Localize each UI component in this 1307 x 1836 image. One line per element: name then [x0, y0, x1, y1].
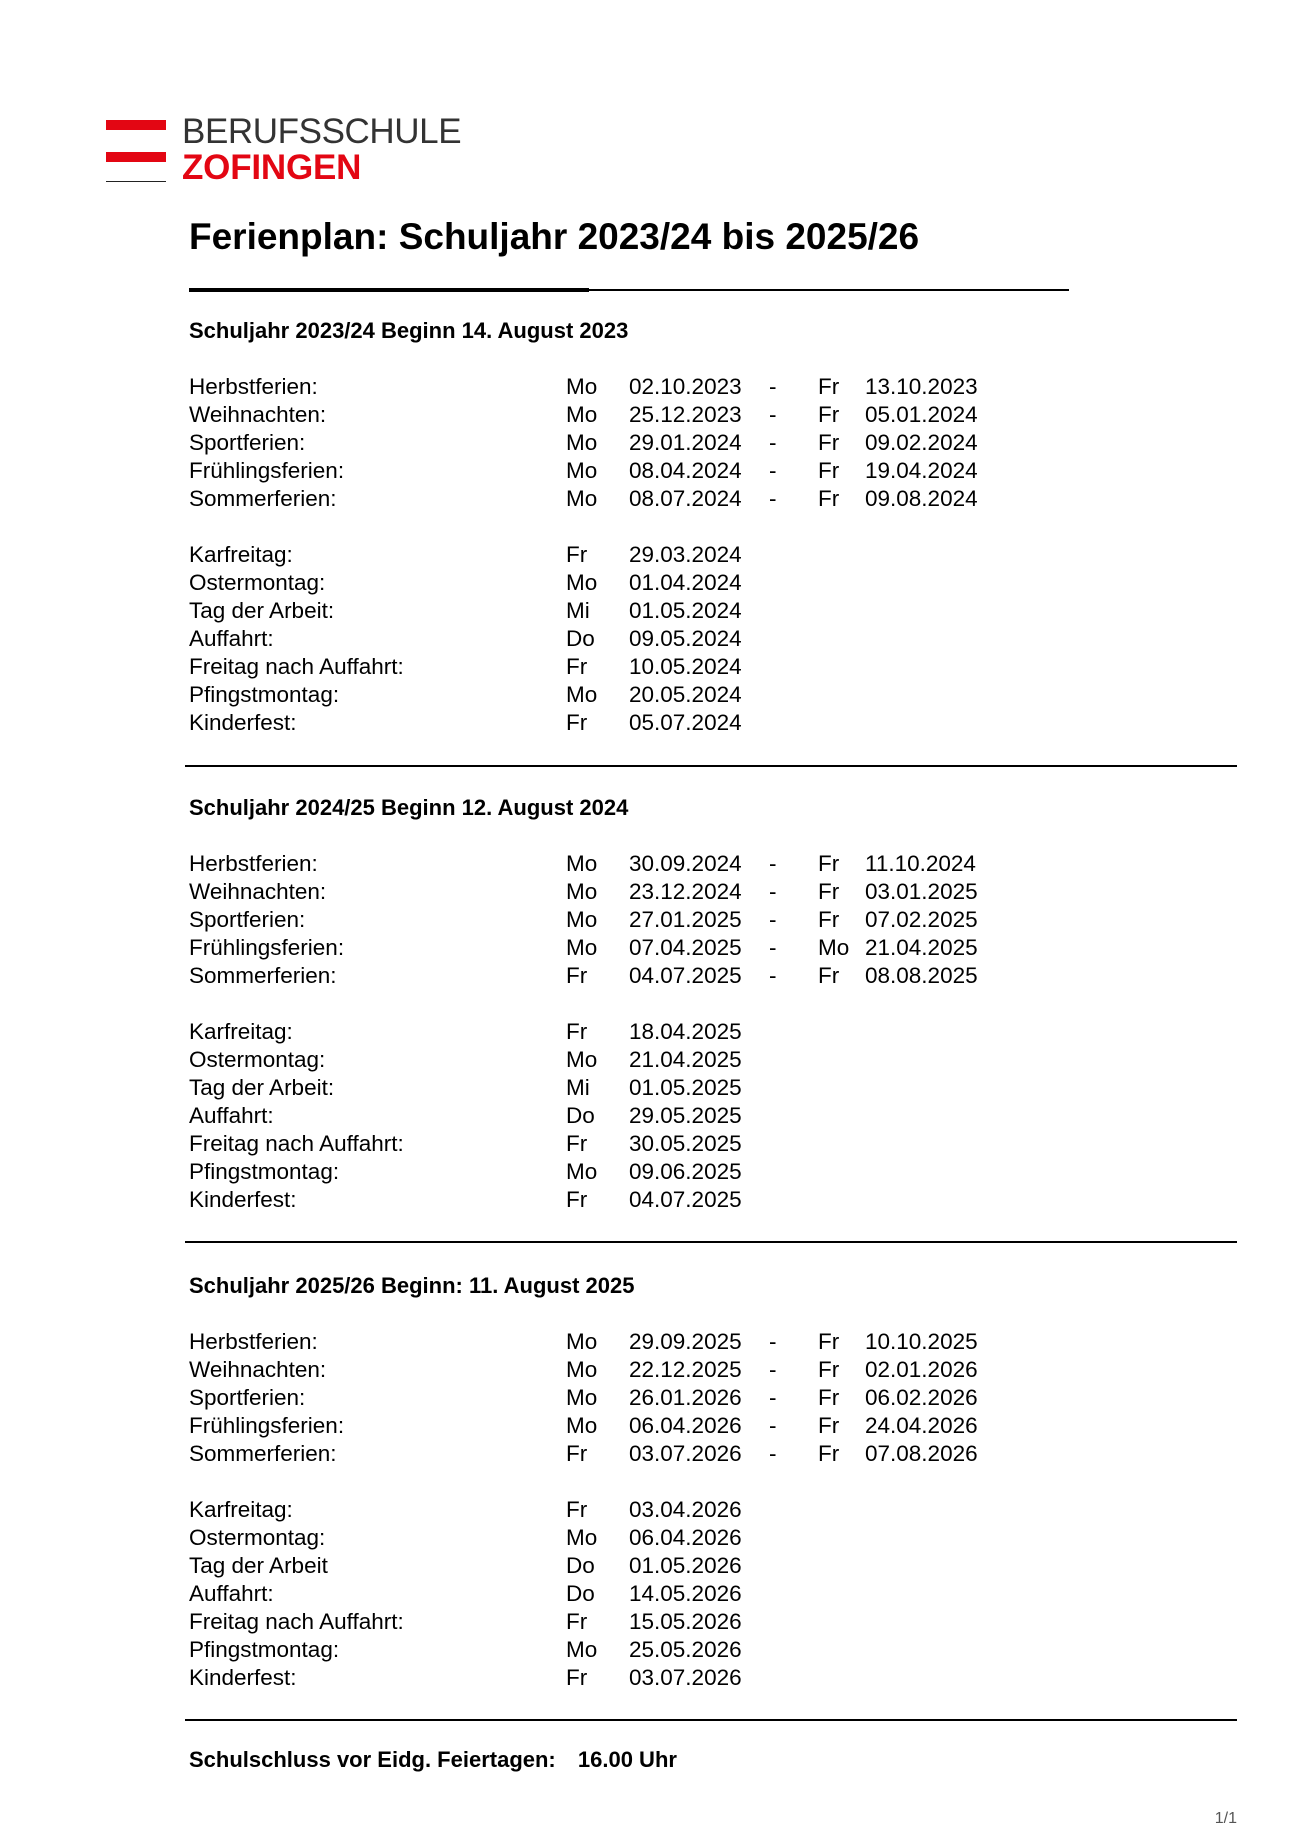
end-weekday: Fr — [818, 1329, 840, 1354]
holiday-label: Frühlingsferien: — [189, 458, 345, 483]
school-end-note — [189, 1747, 677, 1773]
date: 06.04.2026 — [629, 1525, 742, 1550]
date-range-separator: - — [769, 458, 777, 483]
date: 01.04.2024 — [629, 570, 742, 595]
end-date: 02.01.2026 — [865, 1357, 978, 1382]
date: 14.05.2026 — [629, 1581, 742, 1606]
start-weekday: Mo — [566, 430, 598, 455]
date: 20.05.2024 — [629, 682, 742, 707]
end-weekday: Mo — [818, 935, 850, 960]
weekday: Mo — [566, 682, 598, 707]
end-date: 09.08.2024 — [865, 486, 978, 511]
end-weekday: Fr — [818, 486, 840, 511]
weekday: Do — [566, 1103, 595, 1128]
start-date: 29.01.2024 — [629, 430, 742, 455]
date: 01.05.2026 — [629, 1553, 742, 1578]
logo-bar-middle — [106, 152, 166, 162]
start-weekday: Fr — [566, 963, 588, 988]
end-date: 06.02.2026 — [865, 1385, 978, 1410]
holiday-label: Frühlingsferien: — [189, 1413, 345, 1438]
year-heading: Schuljahr 2024/25 Beginn 12. August 2024 — [189, 795, 629, 820]
holiday-label: Ostermontag: — [189, 1525, 326, 1550]
end-date: 24.04.2026 — [865, 1413, 978, 1438]
date-range-separator: - — [769, 486, 777, 511]
school-end-label: Schulschluss vor Eidg. Feiertagen: — [189, 1747, 556, 1772]
date: 03.04.2026 — [629, 1497, 742, 1522]
section-divider — [185, 1719, 1237, 1721]
start-date: 08.04.2024 — [629, 458, 742, 483]
date-range-separator: - — [769, 430, 777, 455]
holiday-label: Sommerferien: — [189, 486, 337, 511]
date: 04.07.2025 — [629, 1187, 742, 1212]
end-date: 05.01.2024 — [865, 402, 978, 427]
end-weekday: Fr — [818, 907, 840, 932]
end-date: 09.02.2024 — [865, 430, 978, 455]
date-range-separator: - — [769, 1385, 777, 1410]
holiday-label: Tag der Arbeit — [189, 1553, 328, 1578]
start-weekday: Mo — [566, 851, 598, 876]
date: 15.05.2026 — [629, 1609, 742, 1634]
end-weekday: Fr — [818, 402, 840, 427]
logo-text-line1: BERUFSSCHULE — [182, 112, 462, 151]
weekday: Mo — [566, 1159, 598, 1184]
holiday-label: Karfreitag: — [189, 1497, 293, 1522]
holiday-label: Sportferien: — [189, 430, 306, 455]
end-weekday: Fr — [818, 879, 840, 904]
weekday: Fr — [566, 1665, 588, 1690]
date: 29.03.2024 — [629, 542, 742, 567]
date-range-separator: - — [769, 1329, 777, 1354]
date: 21.04.2025 — [629, 1047, 742, 1072]
date: 29.05.2025 — [629, 1103, 742, 1128]
holiday-label: Kinderfest: — [189, 1187, 297, 1212]
end-weekday: Fr — [818, 430, 840, 455]
end-date: 07.08.2026 — [865, 1441, 978, 1466]
title-underline — [189, 289, 1069, 291]
logo-text-line2: ZOFINGEN — [182, 148, 362, 187]
logo-bar-top — [106, 120, 166, 130]
date: 09.06.2025 — [629, 1159, 742, 1184]
end-weekday: Fr — [818, 1413, 840, 1438]
date-range-separator: - — [769, 935, 777, 960]
start-date: 26.01.2026 — [629, 1385, 742, 1410]
weekday: Fr — [566, 710, 588, 735]
start-weekday: Mo — [566, 879, 598, 904]
end-date: 03.01.2025 — [865, 879, 978, 904]
holiday-label: Kinderfest: — [189, 1665, 297, 1690]
start-date: 30.09.2024 — [629, 851, 742, 876]
weekday: Do — [566, 626, 595, 651]
year-heading: Schuljahr 2023/24 Beginn 14. August 2023 — [189, 318, 629, 343]
weekday: Mo — [566, 1525, 598, 1550]
end-date: 21.04.2025 — [865, 935, 978, 960]
section-divider — [185, 765, 1237, 767]
end-weekday: Fr — [818, 1441, 840, 1466]
logo-line — [106, 181, 166, 182]
end-weekday: Fr — [818, 1385, 840, 1410]
start-weekday: Mo — [566, 1357, 598, 1382]
page-number: 1/1 — [1214, 1810, 1237, 1827]
holiday-label: Pfingstmontag: — [189, 682, 340, 707]
weekday: Mi — [566, 598, 590, 623]
date: 09.05.2024 — [629, 626, 742, 651]
date: 30.05.2025 — [629, 1131, 742, 1156]
school-end-value: 16.00 Uhr — [577, 1747, 677, 1772]
holiday-label: Herbstferien: — [189, 374, 318, 399]
end-weekday: Fr — [818, 963, 840, 988]
start-date: 25.12.2023 — [629, 402, 742, 427]
start-weekday: Mo — [566, 374, 598, 399]
weekday: Fr — [566, 1609, 588, 1634]
date: 25.05.2026 — [629, 1637, 742, 1662]
holiday-label: Pfingstmontag: — [189, 1159, 340, 1184]
holiday-label: Auffahrt: — [189, 626, 274, 651]
date-range-separator: - — [769, 907, 777, 932]
date: 05.07.2024 — [629, 710, 742, 735]
weekday: Fr — [566, 654, 588, 679]
weekday: Mi — [566, 1075, 590, 1100]
date: 18.04.2025 — [629, 1019, 742, 1044]
holiday-label: Frühlingsferien: — [189, 935, 345, 960]
holiday-label: Pfingstmontag: — [189, 1637, 340, 1662]
holiday-label: Freitag nach Auffahrt: — [189, 1609, 404, 1634]
date-range-separator: - — [769, 879, 777, 904]
holiday-label: Sportferien: — [189, 907, 306, 932]
holiday-label: Sommerferien: — [189, 963, 337, 988]
holiday-label: Sportferien: — [189, 1385, 306, 1410]
end-weekday: Fr — [818, 374, 840, 399]
holiday-label: Sommerferien: — [189, 1441, 337, 1466]
start-date: 23.12.2024 — [629, 879, 742, 904]
holiday-label: Auffahrt: — [189, 1581, 274, 1606]
start-weekday: Mo — [566, 486, 598, 511]
weekday: Do — [566, 1553, 595, 1578]
start-date: 08.07.2024 — [629, 486, 742, 511]
section-divider — [185, 1241, 1237, 1243]
date: 01.05.2024 — [629, 598, 742, 623]
weekday: Do — [566, 1581, 595, 1606]
end-date: 13.10.2023 — [865, 374, 978, 399]
start-weekday: Mo — [566, 458, 598, 483]
holiday-label: Weihnachten: — [189, 402, 327, 427]
weekday: Mo — [566, 570, 598, 595]
end-date: 19.04.2024 — [865, 458, 978, 483]
holiday-label: Ostermontag: — [189, 570, 326, 595]
start-date: 27.01.2025 — [629, 907, 742, 932]
start-date: 03.07.2026 — [629, 1441, 742, 1466]
end-weekday: Fr — [818, 458, 840, 483]
date: 01.05.2025 — [629, 1075, 742, 1100]
end-weekday: Fr — [818, 851, 840, 876]
end-weekday: Fr — [818, 1357, 840, 1382]
holiday-label: Herbstferien: — [189, 851, 318, 876]
start-date: 04.07.2025 — [629, 963, 742, 988]
page-title: Ferienplan: Schuljahr 2023/24 bis 2025/26 — [189, 216, 920, 257]
weekday: Fr — [566, 1497, 588, 1522]
holiday-label: Freitag nach Auffahrt: — [189, 654, 404, 679]
weekday: Fr — [566, 542, 588, 567]
holiday-label: Ostermontag: — [189, 1047, 326, 1072]
date: 03.07.2026 — [629, 1665, 742, 1690]
holiday-label: Freitag nach Auffahrt: — [189, 1131, 404, 1156]
date-range-separator: - — [769, 402, 777, 427]
start-weekday: Mo — [566, 1329, 598, 1354]
weekday: Mo — [566, 1637, 598, 1662]
date-range-separator: - — [769, 851, 777, 876]
start-date: 29.09.2025 — [629, 1329, 742, 1354]
start-date: 07.04.2025 — [629, 935, 742, 960]
holiday-label: Karfreitag: — [189, 1019, 293, 1044]
date-range-separator: - — [769, 1413, 777, 1438]
end-date: 10.10.2025 — [865, 1329, 978, 1354]
date-range-separator: - — [769, 374, 777, 399]
holiday-label: Auffahrt: — [189, 1103, 274, 1128]
year-heading: Schuljahr 2025/26 Beginn: 11. August 2025 — [189, 1273, 635, 1298]
holiday-label: Weihnachten: — [189, 1357, 327, 1382]
end-date: 11.10.2024 — [865, 851, 976, 876]
start-weekday: Mo — [566, 402, 598, 427]
holiday-label: Weihnachten: — [189, 879, 327, 904]
weekday: Fr — [566, 1131, 588, 1156]
start-date: 22.12.2025 — [629, 1357, 742, 1382]
start-date: 06.04.2026 — [629, 1413, 742, 1438]
holiday-label: Herbstferien: — [189, 1329, 318, 1354]
date: 10.05.2024 — [629, 654, 742, 679]
school-logo — [106, 112, 466, 188]
holiday-label: Tag der Arbeit: — [189, 1075, 335, 1100]
start-weekday: Fr — [566, 1441, 588, 1466]
start-weekday: Mo — [566, 907, 598, 932]
start-weekday: Mo — [566, 935, 598, 960]
holiday-label: Karfreitag: — [189, 542, 293, 567]
date-range-separator: - — [769, 963, 777, 988]
start-weekday: Mo — [566, 1413, 598, 1438]
end-date: 08.08.2025 — [865, 963, 978, 988]
start-weekday: Mo — [566, 1385, 598, 1410]
start-date: 02.10.2023 — [629, 374, 742, 399]
holiday-label: Kinderfest: — [189, 710, 297, 735]
holiday-label: Tag der Arbeit: — [189, 598, 335, 623]
weekday: Fr — [566, 1187, 588, 1212]
end-date: 07.02.2025 — [865, 907, 978, 932]
weekday: Mo — [566, 1047, 598, 1072]
date-range-separator: - — [769, 1357, 777, 1382]
weekday: Fr — [566, 1019, 588, 1044]
date-range-separator: - — [769, 1441, 777, 1466]
